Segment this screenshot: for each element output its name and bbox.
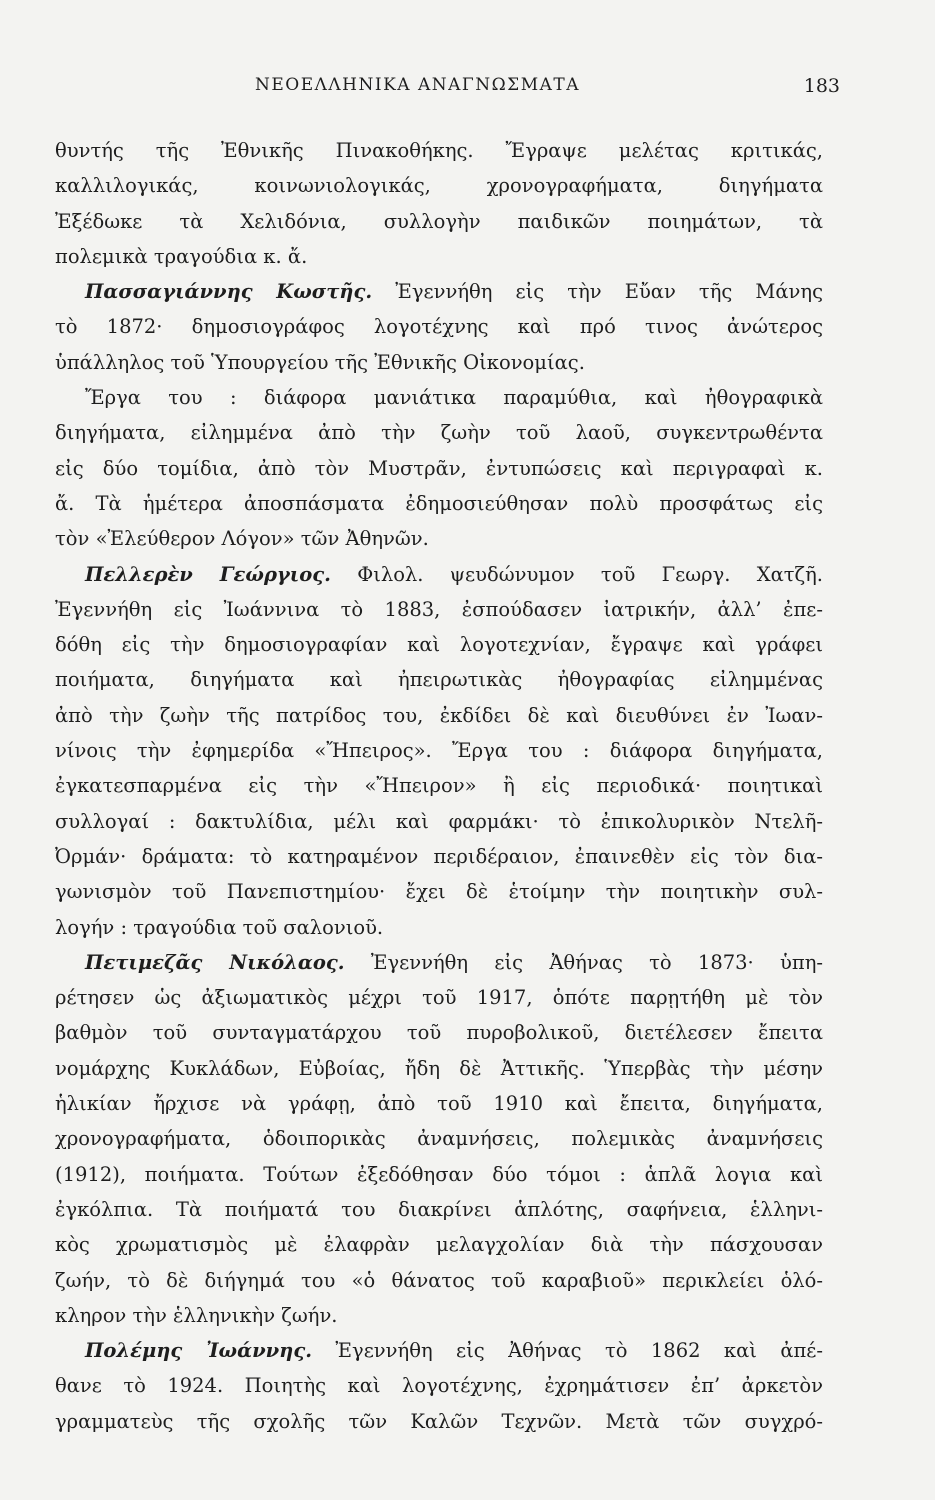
entry-name: Πελλερὲν Γεώργιος.	[85, 562, 331, 586]
text-line: δόθη εἰς τὴν δημοσιογραφίαν καὶ λογοτεχνίαν, ἔγραψε καὶ γράφει	[55, 633, 823, 657]
entry-heading-line: Πολέμης Ἰωάννης. Ἐγεννήθη εἰς Ἀθήνας τὸ 1862 καὶ ἀπέ-	[85, 1339, 823, 1363]
text-line: Ἐξέδωκε τὰ Χελιδόνια, συλλογὴν παιδικῶν ποιημάτων, τὰ	[55, 209, 823, 233]
entry-name: Πασσαγιάννης Κωστῆς.	[85, 280, 373, 304]
text-line: ὑπάλληλος τοῦ Ὑπουργείου τῆς Ἐθνικῆς Οἰκονομίας.	[55, 350, 585, 374]
text-line: νομάρχης Κυκλάδων, Εὐβοίας, ἤδη δὲ Ἀττικῆς. Ὑπερβὰς τὴν μέσην	[55, 1056, 823, 1080]
text-line: χρονογραφήματα, ὁδοιπορικὰς ἀναμνήσεις, πολεμικὰς ἀναμνήσεις	[55, 1127, 823, 1151]
text-line: Ἔργα του : διάφορα μανιάτικα παραμύθια, καὶ ἠθογραφικὰ	[85, 386, 823, 410]
text-line: καλλιλογικάς, κοινωνιολογικάς, χρονογραφήματα, διηγήματα	[55, 174, 823, 198]
entry-name: Πολέμης Ἰωάννης.	[85, 1339, 313, 1363]
page-number: 183	[803, 75, 840, 97]
text-line: ποιήματα, διηγήματα καὶ ἠπειρωτικὰς ἠθογραφίας εἰλημμένας	[55, 668, 823, 692]
entry-heading-line: Πελλερὲν Γεώργιος. Φιλολ. ψευδώνυμον τοῦ Γεωργ. Χατζῆ.	[85, 562, 823, 586]
text-line: ἐγκόλπια. Τὰ ποιήματά του διακρίνει ἁπλότης, σαφήνεια, ἑλληνι-	[55, 1197, 823, 1221]
text-line: ζωήν, τὸ δὲ διήγημά του «ὁ θάνατος τοῦ καραβιοῦ» περικλείει ὁλό-	[55, 1268, 823, 1292]
text-line: (1912), ποιήματα. Τούτων ἐξεδόθησαν δύο τόμοι : ἁπλᾶ λογια καὶ	[55, 1162, 823, 1186]
text-line: κὸς χρωματισμὸς μὲ ἐλαφρὰν μελαγχολίαν διὰ τὴν πάσχουσαν	[55, 1233, 823, 1257]
text-line: εἰς δύο τομίδια, ἀπὸ τὸν Μυστρᾶν, ἐντυπώσεις καὶ περιγραφαὶ κ.	[55, 456, 823, 480]
text-line: ἡλικίαν ἤρχισε νὰ γράφῃ, ἀπὸ τοῦ 1910 καὶ ἔπειτα, διηγήματα,	[55, 1092, 823, 1116]
text-line: κληρον τὴν ἑλληνικὴν ζωήν.	[55, 1303, 338, 1327]
running-head	[55, 75, 840, 105]
text-line: ἐγκατεσπαρμένα εἰς τὴν «Ἤπειρον» ἢ εἰς περιοδικά· ποιητικαὶ	[55, 774, 823, 798]
running-title: ΝΕΟΕΛΛΗΝΙΚΑ ΑΝΑΓΝΩΣΜΑΤΑ	[255, 75, 580, 95]
text-line: βαθμὸν τοῦ συνταγματάρχου τοῦ πυροβολικοῦ, διετέλεσεν ἔπειτα	[55, 1021, 823, 1045]
text-line: Ἐγεννήθη εἰς Ἰωάννινα τὸ 1883, ἐσπούδασεν ἰατρικήν, ἀλλ’ ἐπε-	[55, 597, 823, 621]
entry-heading-line: Πασσαγιάννης Κωστῆς. Ἐγεννήθη εἰς τὴν Εὔαν τῆς Μάνης	[85, 280, 823, 304]
text-line: ρέτησεν ὡς ἀξιωματικὸς μέχρι τοῦ 1917, ὁπότε παρῃτήθη μὲ τὸν	[55, 986, 823, 1010]
text-line: συλλογαί : δακτυλίδια, μέλι καὶ φαρμάκι· τὸ ἐπικολυρικὸν Ντελῆ-	[55, 809, 823, 833]
entry-heading-line: Πετιμεζᾶς Νικόλαος. Ἐγεννήθη εἰς Ἀθήνας τὸ 1873· ὑπη-	[85, 950, 823, 974]
text-line: θυντής τῆς Ἐθνικῆς Πινακοθήκης. Ἔγραψε μελέτας κριτικάς,	[55, 139, 823, 162]
body-text	[55, 133, 823, 1439]
text-line: ἀπὸ τὴν ζωὴν τῆς πατρίδος του, ἐκδίδει δὲ καὶ διευθύνει ἐν Ἰωαν-	[55, 703, 823, 727]
text-line: γραμματεὺς τῆς σχολῆς τῶν Καλῶν Τεχνῶν. Μετὰ τῶν συγχρό-	[55, 1409, 823, 1433]
text-line: τὸ 1872· δημοσιογράφος λογοτέχνης καὶ πρό τινος ἀνώτερος	[55, 315, 823, 339]
text-line: νίνοις τὴν ἐφημερίδα «Ἤπειρος». Ἔργα του : διάφορα διηγήματα,	[55, 739, 823, 763]
text-line: πολεμικὰ τραγούδια κ. ἄ.	[55, 244, 308, 268]
text-line: γωνισμὸν τοῦ Πανεπιστημίου· ἔχει δὲ ἑτοίμην τὴν ποιητικὴν συλ-	[55, 880, 823, 904]
text-line: λογήν : τραγούδια τοῦ σαλονιοῦ.	[55, 915, 384, 939]
text-line: διηγήματα, εἰλημμένα ἀπὸ τὴν ζωὴν τοῦ λαοῦ, συγκεντρωθέντα	[55, 421, 823, 445]
entry-name: Πετιμεζᾶς Νικόλαος.	[85, 950, 345, 974]
text-line: τὸν «Ἐλεύθερον Λόγον» τῶν Ἀθηνῶν.	[55, 527, 429, 551]
text-line: Ὀρμάν· δράματα: τὸ κατηραμένον περιδέραιον, ἐπαινεθὲν εἰς τὸν δια-	[55, 844, 823, 868]
text-line: θανε τὸ 1924. Ποιητὴς καὶ λογοτέχνης, ἐχρημάτισεν ἐπ’ ἀρκετὸν	[55, 1374, 823, 1398]
text-line: ἄ. Τὰ ἡμέτερα ἀποσπάσματα ἐδημοσιεύθησαν πολὺ προσφάτως εἰς	[55, 491, 823, 515]
